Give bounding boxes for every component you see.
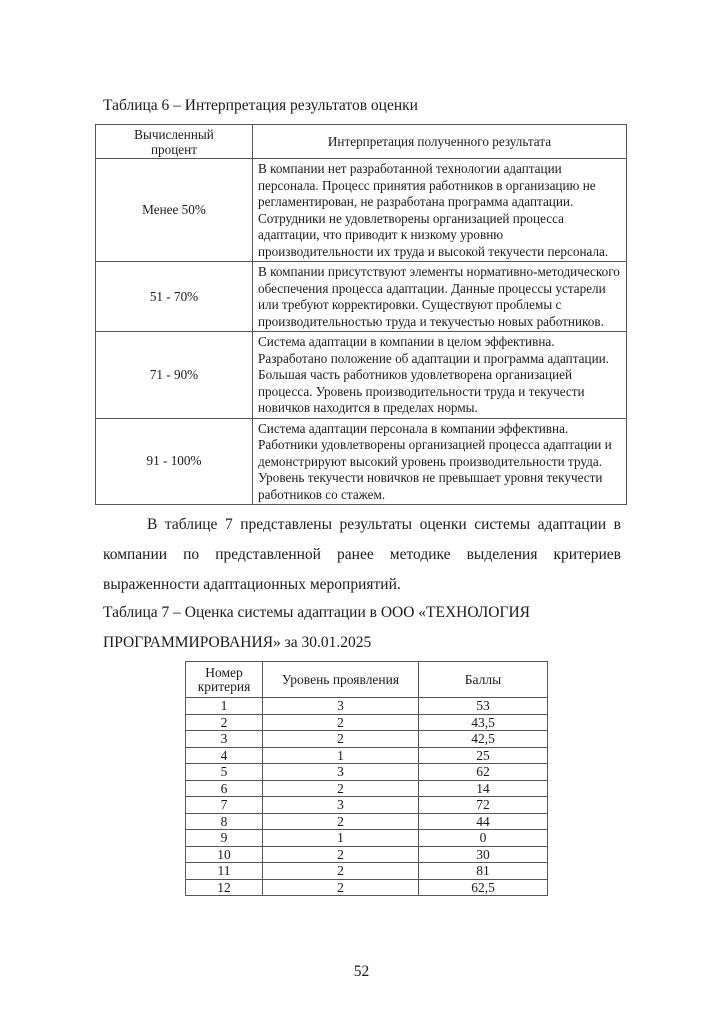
level-cell: 3 bbox=[263, 698, 419, 715]
level-cell: 1 bbox=[263, 830, 419, 847]
criterion-cell: 9 bbox=[186, 830, 263, 847]
table-row bbox=[186, 830, 548, 847]
criterion-cell: 10 bbox=[186, 846, 263, 863]
criterion-cell: 2 bbox=[186, 714, 263, 731]
table-row bbox=[186, 698, 548, 715]
level-cell: 2 bbox=[263, 846, 419, 863]
table-row bbox=[96, 332, 627, 419]
table-row bbox=[96, 262, 627, 332]
level-cell: 2 bbox=[263, 731, 419, 748]
percent-cell: Менее 50% bbox=[96, 159, 253, 262]
percent-cell: 91 - 100% bbox=[96, 418, 253, 505]
level-cell: 2 bbox=[263, 714, 419, 731]
score-cell: 43,5 bbox=[419, 714, 548, 731]
table-row bbox=[186, 797, 548, 814]
score-cell: 53 bbox=[419, 698, 548, 715]
interpretation-cell: В компании присутствуют элементы нормативно-методического обеспечения процесса адаптации. Данные процессы устарели или требуют корректировки. Существуют проблемы с производительностью труда и текучестью новых работников. bbox=[253, 262, 627, 332]
table-row bbox=[186, 714, 548, 731]
score-cell: 62,5 bbox=[419, 879, 548, 896]
criterion-cell: 3 bbox=[186, 731, 263, 748]
score-cell: 44 bbox=[419, 813, 548, 830]
criterion-cell: 6 bbox=[186, 780, 263, 797]
header-level: Уровень проявления bbox=[263, 662, 419, 698]
header-criterion: Номер критерия bbox=[186, 662, 263, 698]
criterion-cell: 11 bbox=[186, 863, 263, 880]
table-row bbox=[186, 879, 548, 896]
score-cell: 62 bbox=[419, 764, 548, 781]
table-row bbox=[186, 846, 548, 863]
table-row bbox=[186, 813, 548, 830]
level-cell: 3 bbox=[263, 764, 419, 781]
table-header-row bbox=[186, 662, 548, 698]
criterion-cell: 4 bbox=[186, 747, 263, 764]
interpretation-cell: Система адаптации в компании в целом эффективна. Разработано положение об адаптации и программа адаптации. Большая часть работников удовлетворена организацией процесса. Уровень производительности труда и текучести новичков находится в пределах нормы. bbox=[253, 332, 627, 419]
criterion-cell: 1 bbox=[186, 698, 263, 715]
criterion-cell: 8 bbox=[186, 813, 263, 830]
table-row bbox=[186, 780, 548, 797]
level-cell: 2 bbox=[263, 863, 419, 880]
table-7-caption: Таблица 7 – Оценка системы адаптации в ООО «ТЕХНОЛОГИЯ ПРОГРАММИРОВАНИЯ» за 30.01.2025 bbox=[103, 604, 530, 651]
header-percent: Вычисленный процент bbox=[96, 125, 253, 159]
level-cell: 3 bbox=[263, 797, 419, 814]
level-cell: 2 bbox=[263, 879, 419, 896]
table-row bbox=[186, 747, 548, 764]
score-cell: 0 bbox=[419, 830, 548, 847]
table-row bbox=[186, 764, 548, 781]
criterion-cell: 5 bbox=[186, 764, 263, 781]
table-header-row bbox=[96, 125, 627, 159]
table-row bbox=[186, 863, 548, 880]
table-row bbox=[96, 418, 627, 505]
table-6-interpretation bbox=[95, 124, 627, 505]
level-cell: 2 bbox=[263, 813, 419, 830]
score-cell: 81 bbox=[419, 863, 548, 880]
body-paragraph bbox=[103, 510, 621, 600]
page-number: 52 bbox=[353, 963, 370, 980]
score-cell: 72 bbox=[419, 797, 548, 814]
percent-cell: 51 - 70% bbox=[96, 262, 253, 332]
interpretation-cell: В компании нет разработанной технологии адаптации персонала. Процесс принятия работников в организацию не регламентирован, не разработана программа адаптации. Сотрудники не удовлетворены организацией процесса адаптации, что приводит к низкому уровню производительности их труда и высокой текучести персонала. bbox=[253, 159, 627, 262]
percent-cell: 71 - 90% bbox=[96, 332, 253, 419]
table-row bbox=[96, 159, 627, 262]
criterion-cell: 7 bbox=[186, 797, 263, 814]
table-6-caption: Таблица 6 – Интерпретация результатов оценки bbox=[103, 97, 418, 114]
score-cell: 25 bbox=[419, 747, 548, 764]
header-score: Баллы bbox=[419, 662, 548, 698]
header-interpretation: Интерпретация полученного результата bbox=[253, 125, 627, 159]
interpretation-cell: Система адаптации персонала в компании эффективна. Работники удовлетворены организацией процесса адаптации и демонстрируют высокий уровень производительности труда. Уровень текучести новичков не превышает уровня текучести работников со стажем. bbox=[253, 418, 627, 505]
score-cell: 42,5 bbox=[419, 731, 548, 748]
table-7-body bbox=[186, 698, 548, 896]
paragraph-text: В таблице 7 представлены результаты оценки системы адаптации в компании по представленной ранее методике выделения критериев выраженности адаптационных мероприятий. bbox=[103, 516, 621, 593]
score-cell: 30 bbox=[419, 846, 548, 863]
table-row bbox=[186, 731, 548, 748]
criterion-cell: 12 bbox=[186, 879, 263, 896]
score-cell: 14 bbox=[419, 780, 548, 797]
level-cell: 2 bbox=[263, 780, 419, 797]
table-7-assessment bbox=[185, 661, 548, 896]
level-cell: 1 bbox=[263, 747, 419, 764]
